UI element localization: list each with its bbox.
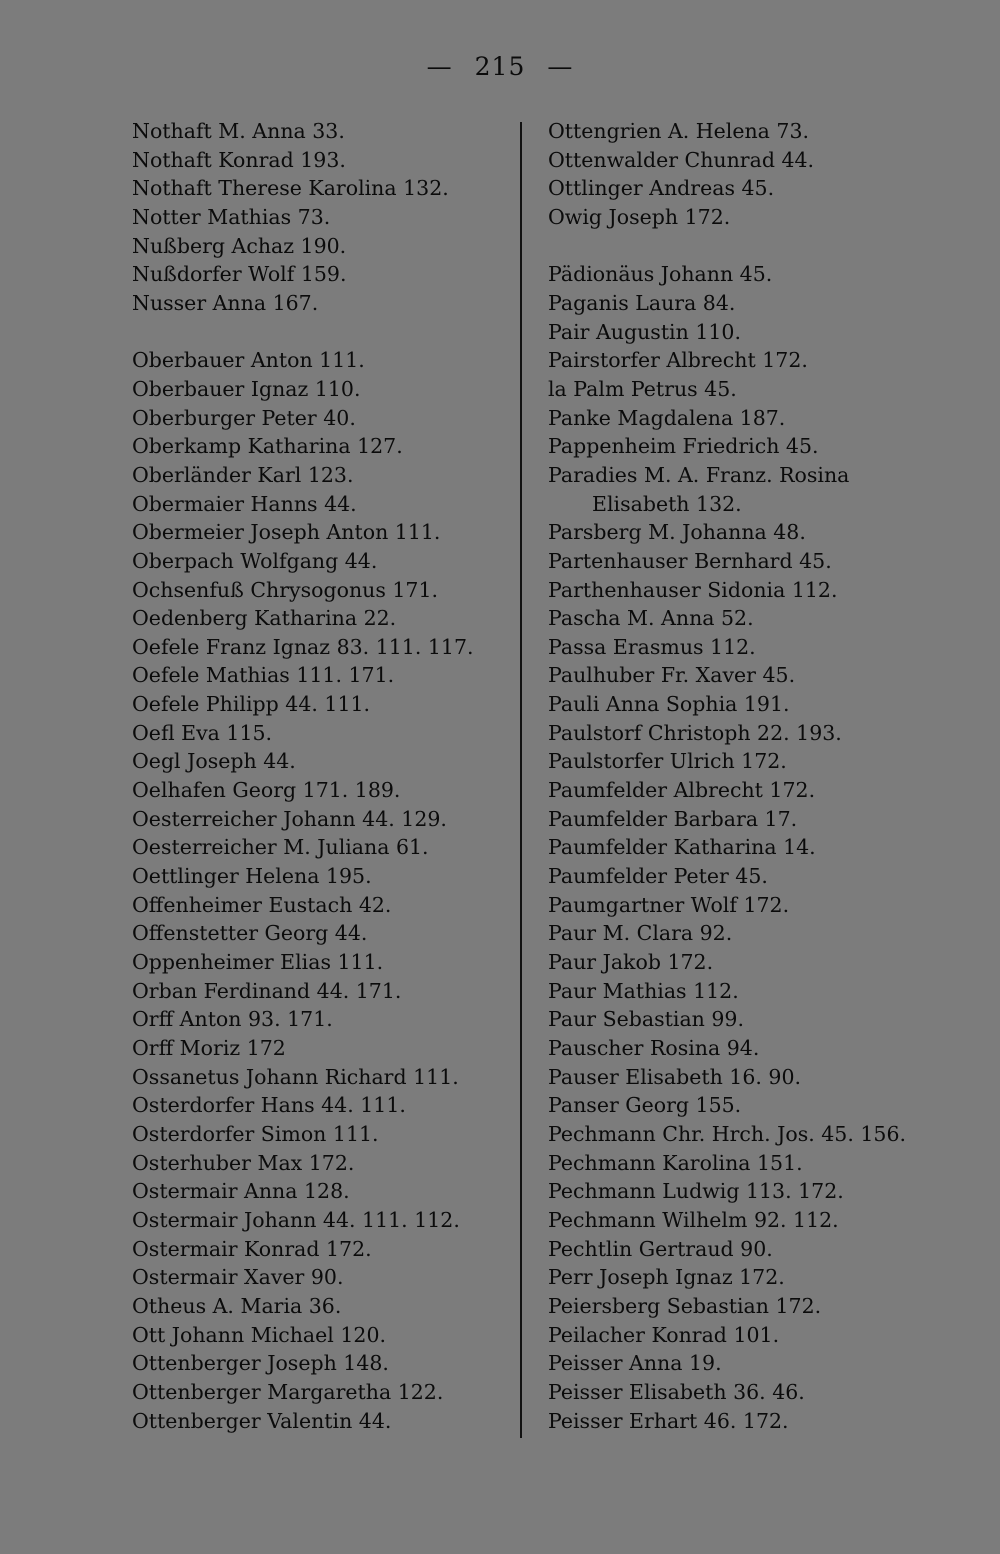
index-entry: Paumfelder Albrecht 172. [548,778,816,803]
index-entry: Paumfelder Barbara 17. [548,806,798,831]
index-entry: Oberburger Peter 40. [132,405,356,430]
section-gap [548,232,906,261]
index-entry: Pechmann Wilhelm 92. 112. [548,1207,839,1232]
index-entry: Peisser Elisabeth 36. 46. [548,1379,805,1404]
index-entry: Panke Magdalena 187. [548,405,786,430]
index-entry: Paumfelder Katharina 14. [548,835,816,860]
index-entry: Otheus A. Maria 36. [132,1293,342,1318]
index-entry: Paradies M. A. Franz. Rosina [548,462,850,487]
index-entry: Oettlinger Helena 195. [132,864,372,889]
index-column-right [548,117,906,1435]
index-entry: Oppenheimer Elias 111. [132,950,384,975]
index-entry: Offenstetter Georg 44. [132,921,368,946]
index-entry: Oberpach Wolfgang 44. [132,548,378,573]
index-entry: Nothaft Therese Karolina 132. [132,176,449,201]
index-entry: la Palm Petrus 45. [548,376,737,401]
index-entry: Oesterreicher Johann 44. 129. [132,806,447,831]
index-entry: Notter Mathias 73. [132,204,331,229]
index-entry: Offenheimer Eustach 42. [132,892,392,917]
index-entry: Oesterreicher M. Juliana 61. [132,835,429,860]
index-entry: Paur Jakob 172. [548,950,714,975]
index-entry: Ostermair Konrad 172. [132,1236,372,1261]
index-entry: Ossanetus Johann Richard 111. [132,1064,459,1089]
index-entry: Nothaft M. Anna 33. [132,119,345,143]
index-entry: Pauscher Rosina 94. [548,1036,760,1060]
index-entry: Paulstorfer Ulrich 172. [548,749,787,774]
index-entry: Pechmann Chr. Hrch. Jos. 45. 156. [548,1121,907,1146]
index-entry: Owig Joseph 172. [548,204,731,229]
index-entry: Panser Georg 155. [548,1093,742,1118]
index-entry: Peiersberg Sebastian 172. [548,1293,822,1318]
index-entry: Pairstorfer Albrecht 172. [548,348,808,373]
index-entry: Pair Augustin 110. [548,319,741,344]
index-entry: Osterdorfer Hans 44. 111. [132,1093,406,1118]
index-entry: Pechtlin Gertraud 90. [548,1236,773,1261]
index-entry: Paumgartner Wolf 172. [548,892,790,917]
index-entry: Pechmann Ludwig 113. 172. [548,1179,844,1204]
index-entry: Ottengrien A. Helena 73. [548,119,810,143]
index-entry: Paur Mathias 112. [548,978,739,1003]
page-header [0,52,1000,81]
index-entry: Orff Moriz 172 [132,1036,286,1060]
header-dash-left: — [426,52,453,81]
index-entry: Osterhuber Max 172. [132,1150,355,1175]
index-entry: Oberkamp Katharina 127. [132,434,403,459]
index-entry: Oberbauer Ignaz 110. [132,376,361,401]
index-entry: Elisabeth 132. [592,491,742,516]
index-entry: Osterdorfer Simon 111. [132,1121,379,1146]
section-gap [132,318,474,347]
index-entry: Parsberg M. Johanna 48. [548,520,806,545]
index-entry: Pauli Anna Sophia 191. [548,692,790,717]
index-entry: Oberländer Karl 123. [132,462,354,487]
index-entry: Ott Johann Michael 120. [132,1322,387,1347]
index-entry: Orban Ferdinand 44. 171. [132,978,402,1003]
index-entry: Parthenhauser Sidonia 112. [548,577,838,602]
index-entry: Ottenwalder Chunrad 44. [548,147,815,172]
index-entry: Peilacher Konrad 101. [548,1322,780,1347]
index-entry: Oelhafen Georg 171. 189. [132,778,401,803]
index-entry: Pauser Elisabeth 16. 90. [548,1064,802,1089]
index-entry: Ochsenfuß Chrysogonus 171. [132,577,439,602]
index-entry: Perr Joseph Ignaz 172. [548,1265,785,1290]
index-entry: Ottenberger Margaretha 122. [132,1379,444,1404]
index-entry: Oefele Franz Ignaz 83. 111. 117. [132,634,474,659]
index-entry: Oefele Philipp 44. 111. [132,692,371,717]
index-entry: Paumfelder Peter 45. [548,864,768,889]
index-entry: Ottenberger Valentin 44. [132,1408,392,1433]
index-entry: Nusser Anna 167. [132,290,319,315]
index-entry: Ostermair Xaver 90. [132,1265,344,1290]
index-entry: Pechmann Karolina 151. [548,1150,803,1175]
index-entry: Obermeier Joseph Anton 111. [132,520,441,545]
index-entry: Paur Sebastian 99. [548,1007,744,1032]
index-entry: Peisser Erhart 46. 172. [548,1408,789,1433]
index-entry: Peisser Anna 19. [548,1351,722,1376]
index-entry: Ostermair Anna 128. [132,1179,350,1204]
index-entry: Orff Anton 93. 171. [132,1007,333,1032]
index-entry: Nußdorfer Wolf 159. [132,262,347,287]
header-dash-right: — [547,52,574,81]
index-entry: Ostermair Johann 44. 111. 112. [132,1207,460,1232]
index-entry: Oefele Mathias 111. 171. [132,663,395,688]
index-entry: Paulhuber Fr. Xaver 45. [548,663,796,688]
index-entry: Obermaier Hanns 44. [132,491,357,516]
index-entry: Nußberg Achaz 190. [132,233,347,258]
index-entry: Ottlinger Andreas 45. [548,176,775,201]
page-number: 215 [474,52,526,81]
index-column-left [132,117,474,1435]
column-divider [520,122,522,1438]
index-entry: Passa Erasmus 112. [548,634,756,659]
index-entry: Pascha M. Anna 52. [548,606,754,631]
index-entry: Oberbauer Anton 111. [132,348,365,373]
index-entry: Partenhauser Bernhard 45. [548,548,832,573]
index-entry: Oegl Joseph 44. [132,749,296,774]
index-entry: Paganis Laura 84. [548,290,736,315]
index-entry: Paulstorf Christoph 22. 193. [548,720,842,745]
index-entry: Pappenheim Friedrich 45. [548,434,819,459]
index-entry: Nothaft Konrad 193. [132,147,346,172]
index-entry: Oedenberg Katharina 22. [132,606,397,631]
index-entry: Pädionäus Johann 45. [548,262,773,287]
index-entry: Ottenberger Joseph 148. [132,1351,389,1376]
index-entry: Paur M. Clara 92. [548,921,733,946]
index-entry: Oefl Eva 115. [132,720,273,745]
